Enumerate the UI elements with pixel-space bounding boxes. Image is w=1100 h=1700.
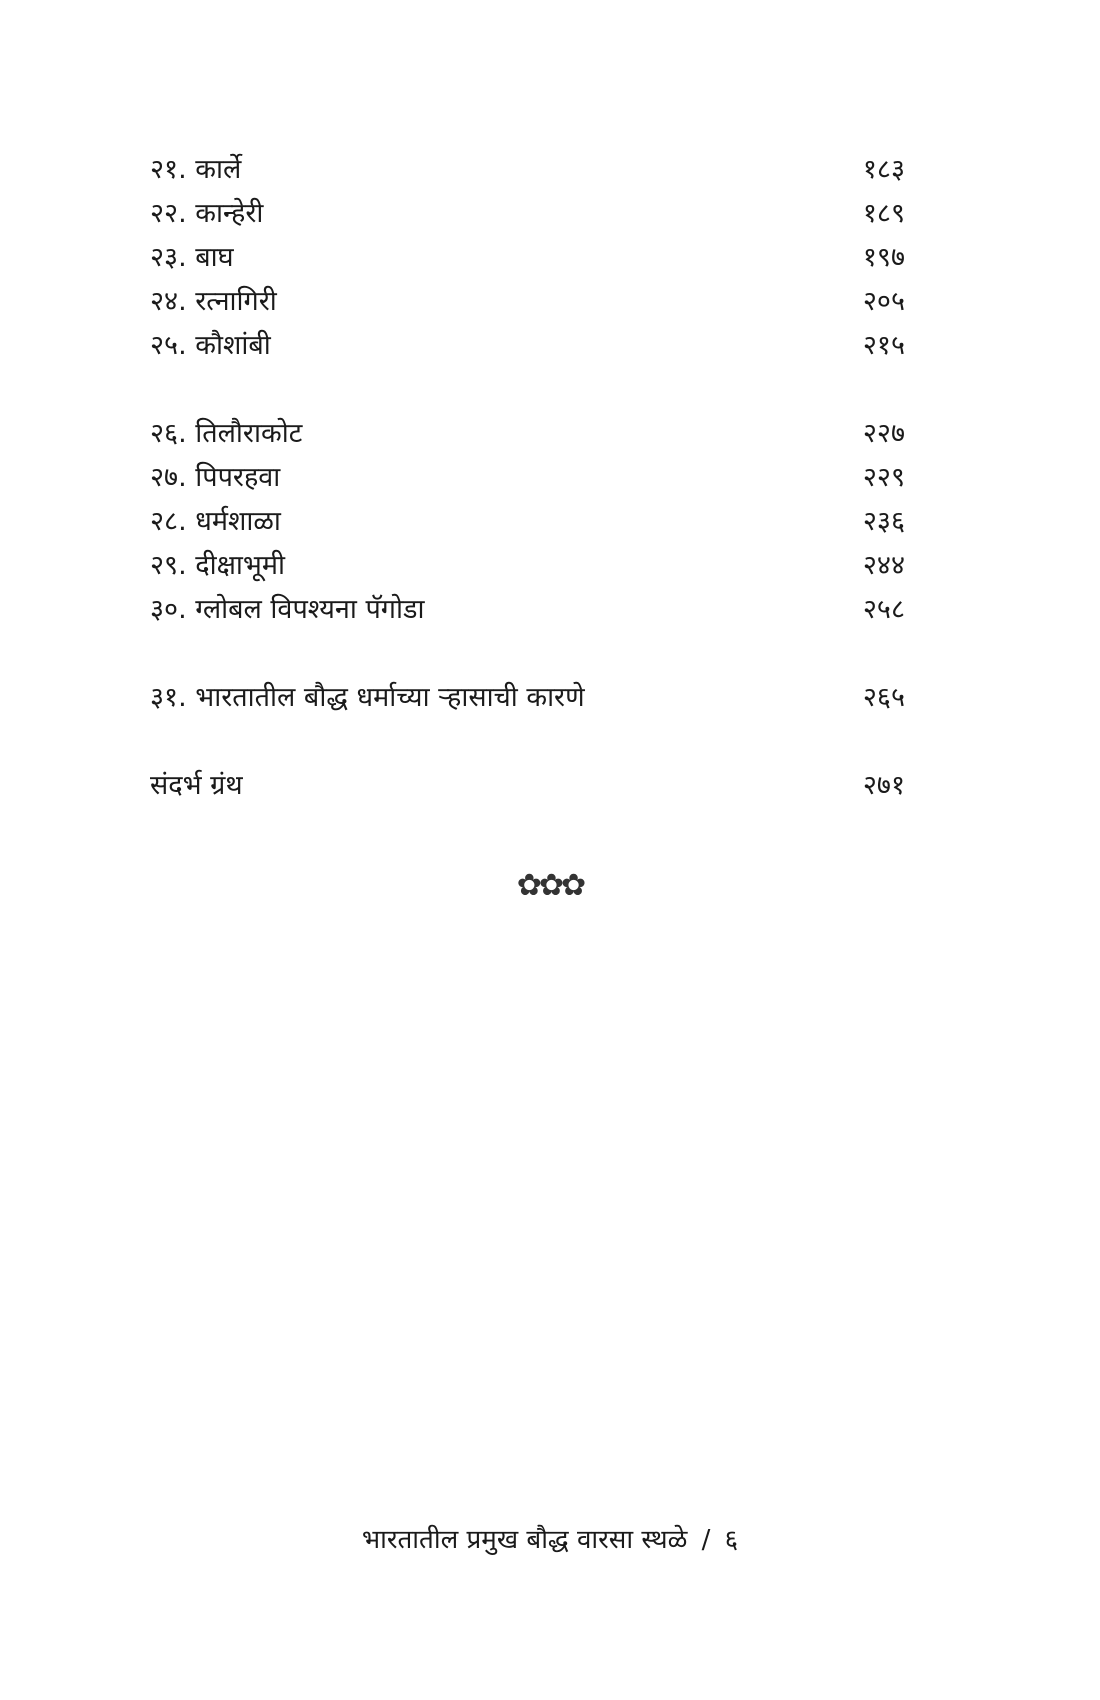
toc-entry-page: १८३ — [862, 154, 905, 185]
footer-book-title: भारतातील प्रमुख बौद्ध वारसा स्थळे — [361, 1525, 688, 1555]
toc-entry-title: २६. तिलौराकोट — [150, 418, 303, 449]
toc-entry-page: १८९ — [862, 198, 905, 229]
toc-entry — [150, 236, 905, 280]
toc-entry — [150, 456, 905, 500]
toc-entry — [150, 544, 905, 588]
toc-entry-page: २०५ — [862, 286, 905, 317]
toc-entry-page: २६५ — [862, 682, 905, 713]
toc-entry — [150, 588, 905, 632]
toc-entry-title: २३. बाघ — [150, 242, 234, 273]
toc-entry-title: संदर्भ ग्रंथ — [150, 770, 243, 801]
toc-entry-title: २५. कौशांबी — [150, 330, 271, 361]
toc-entry-title: ३१. भारतातील बौद्ध धर्माच्या ऱ्हासाची कारणे — [150, 682, 585, 713]
toc-entry — [150, 676, 905, 720]
toc-entry-page: २१५ — [862, 330, 905, 361]
toc-entry-title: ३०. ग्लोबल विपश्यना पॅगोडा — [150, 594, 425, 625]
toc-entry — [150, 192, 905, 236]
toc-group-references — [150, 764, 905, 808]
footer-separator: / — [701, 1525, 711, 1555]
toc-group-1 — [150, 148, 905, 368]
toc-entry-page: २२९ — [862, 462, 905, 493]
toc-entry-page: २२७ — [862, 418, 905, 449]
toc-entry — [150, 324, 905, 368]
toc-entry-title: २४. रत्नागिरी — [150, 286, 277, 317]
toc-entry — [150, 764, 905, 808]
toc-entry-page: २४४ — [862, 550, 905, 581]
toc-entry-title: २७. पिपरहवा — [150, 462, 281, 493]
toc-entry-title: २२. कान्हेरी — [150, 198, 264, 229]
toc-entry-page: २३६ — [862, 506, 905, 537]
toc-entry — [150, 500, 905, 544]
toc-entry-page: १९७ — [862, 242, 905, 273]
toc-entry — [150, 280, 905, 324]
toc-entry — [150, 148, 905, 192]
toc-group-2 — [150, 412, 905, 632]
toc-entry-title: २१. कार्ले — [150, 154, 242, 185]
toc-entry — [150, 412, 905, 456]
toc-entry-title: २८. धर्मशाळा — [150, 506, 281, 537]
footer-page-number: ६ — [724, 1525, 739, 1555]
table-of-contents — [150, 148, 905, 808]
toc-entry-page: २५८ — [862, 594, 905, 625]
flower-ornament-icon: ✿✿✿ — [516, 868, 584, 903]
toc-entry-title: २९. दीक्षाभूमी — [150, 550, 286, 581]
toc-entry-page: २७१ — [862, 770, 905, 801]
page-footer — [0, 1520, 1100, 1556]
toc-group-3 — [150, 676, 905, 720]
